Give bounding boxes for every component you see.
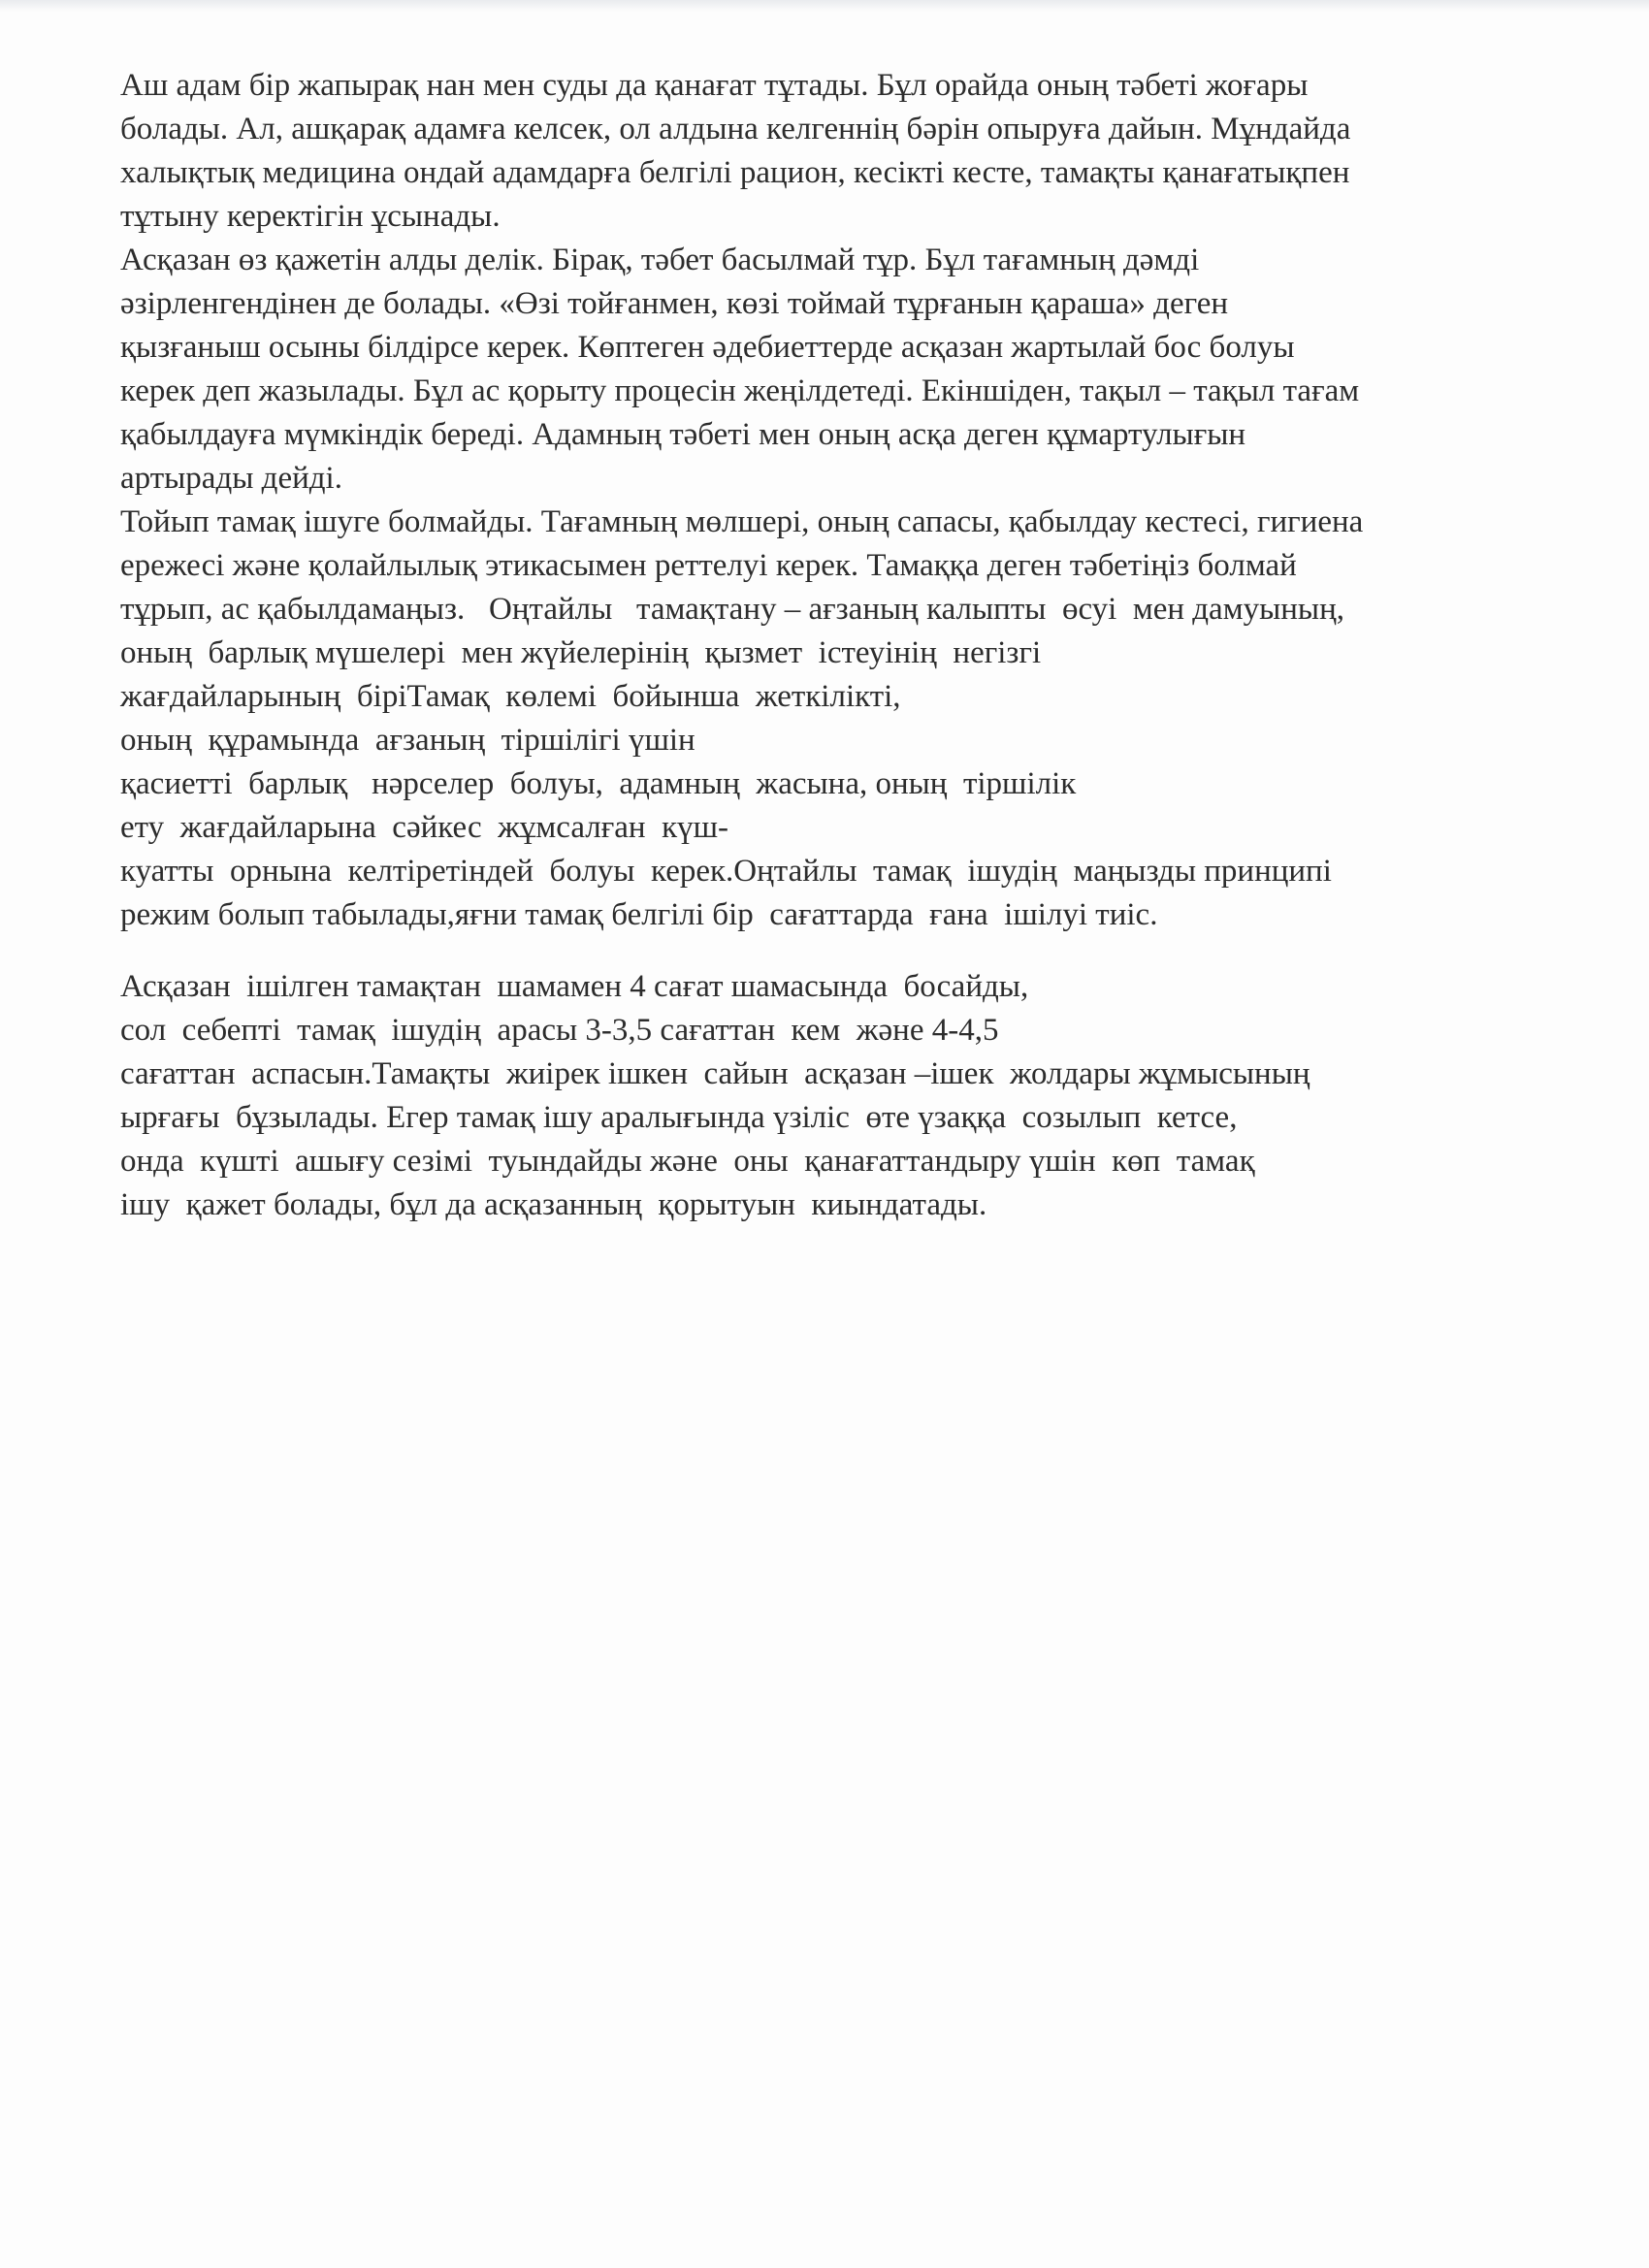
text-line: ішу қажет болады, бұл да асқазанның қорытуын киындатады. — [120, 1187, 987, 1222]
text-line: жағдайларының біріТамақ көлемі бойынша жеткілікті, — [120, 679, 901, 714]
text-line: ету жағдайларына сәйкес жұмсалған күш- — [120, 810, 728, 845]
text-line: Тойып тамақ ішуге болмайды. Тағамның мөлшері, оның сапасы, қабылдау кестесі, гигиена — [120, 504, 1364, 539]
text-line: артырады дейді. — [120, 461, 342, 496]
text-line: сол себепті тамақ ішудің арасы 3-3,5 сағаттан кем және 4-4,5 — [120, 1013, 999, 1048]
text-line: оның барлық мүшелері мен жүйелерінің қызмет істеуінің негізгі — [120, 635, 1042, 670]
text-line: сағаттан аспасын.Тамақты жиірек ішкен сайын асқазан –ішек жолдары жұмысының — [120, 1056, 1310, 1091]
text-line: қызғаныш осыны білдірсе керек. Көптеген әдебиеттерде асқазан жартылай бос болуы — [120, 330, 1295, 365]
text-block-secondary — [120, 965, 1614, 1227]
text-line: ережесі және қолайлылық этикасымен реттелуі керек. Тамаққа деген тәбетіңіз болмай — [120, 548, 1297, 583]
text-line: Асқазан ішілген тамақтан шамамен 4 сағат шамасында босайды, — [120, 969, 1029, 1004]
text-line: оның құрамында ағзаның тіршілігі үшін — [120, 723, 695, 758]
text-line: тұрып, ас қабылдамаңыз. Оңтайлы тамақтану – ағзаның калыпты өсуі мен дамуының, — [120, 592, 1344, 627]
text-line: Асқазан өз қажетін алды делік. Бірақ, тәбет басылмай тұр. Бұл тағамның дәмді — [120, 243, 1200, 277]
text-line: Аш адам бір жапырақ нан мен суды да қанағат тұтады. Бұл орайда оның тәбеті жоғары — [120, 68, 1309, 103]
text-line: керек деп жазылады. Бұл ас қорыту процесін жеңілдетеді. Екіншіден, тақыл – тақыл тағам — [120, 373, 1360, 408]
text-line: куатты орнына келтіретіндей болуы керек.Оңтайлы тамақ ішудің маңызды принципі — [120, 854, 1332, 889]
text-line: халықтық медицина ондай адамдарға белгілі рацион, кесікті кесте, тамақты қанағатықпен — [120, 155, 1350, 190]
text-block-main — [120, 64, 1614, 937]
text-line: қабылдауға мүмкіндік береді. Адамның тәбеті мен оның асқа деген құмартулығын — [120, 417, 1246, 452]
text-line: әзірленгендінен де болады. «Өзі тойғанмен, көзі тоймай тұрғанын қараша» деген — [120, 286, 1229, 321]
scan-top-edge — [0, 0, 1649, 12]
text-line: қасиетті барлық нәрселер болуы, адамның жасына, оның тіршілік — [120, 766, 1077, 801]
text-line: тұтыну керектігін ұсынады. — [120, 199, 501, 234]
text-line: онда күшті ашығу сезімі туындайды және оны қанағаттандыру үшін көп тамақ — [120, 1144, 1255, 1179]
text-line: ырғағы бұзылады. Егер тамақ ішу аралығында үзіліс өте үзаққа созылып кетсе, — [120, 1100, 1238, 1135]
text-line: режим болып табылады,яғни тамақ белгілі бір сағаттарда ғана ішілуі тиіс. — [120, 897, 1158, 932]
text-line: болады. Ал, ашқарақ адамға келсек, ол алдына келгеннің бәрін опыруға дайын. Мұндайда — [120, 112, 1351, 146]
